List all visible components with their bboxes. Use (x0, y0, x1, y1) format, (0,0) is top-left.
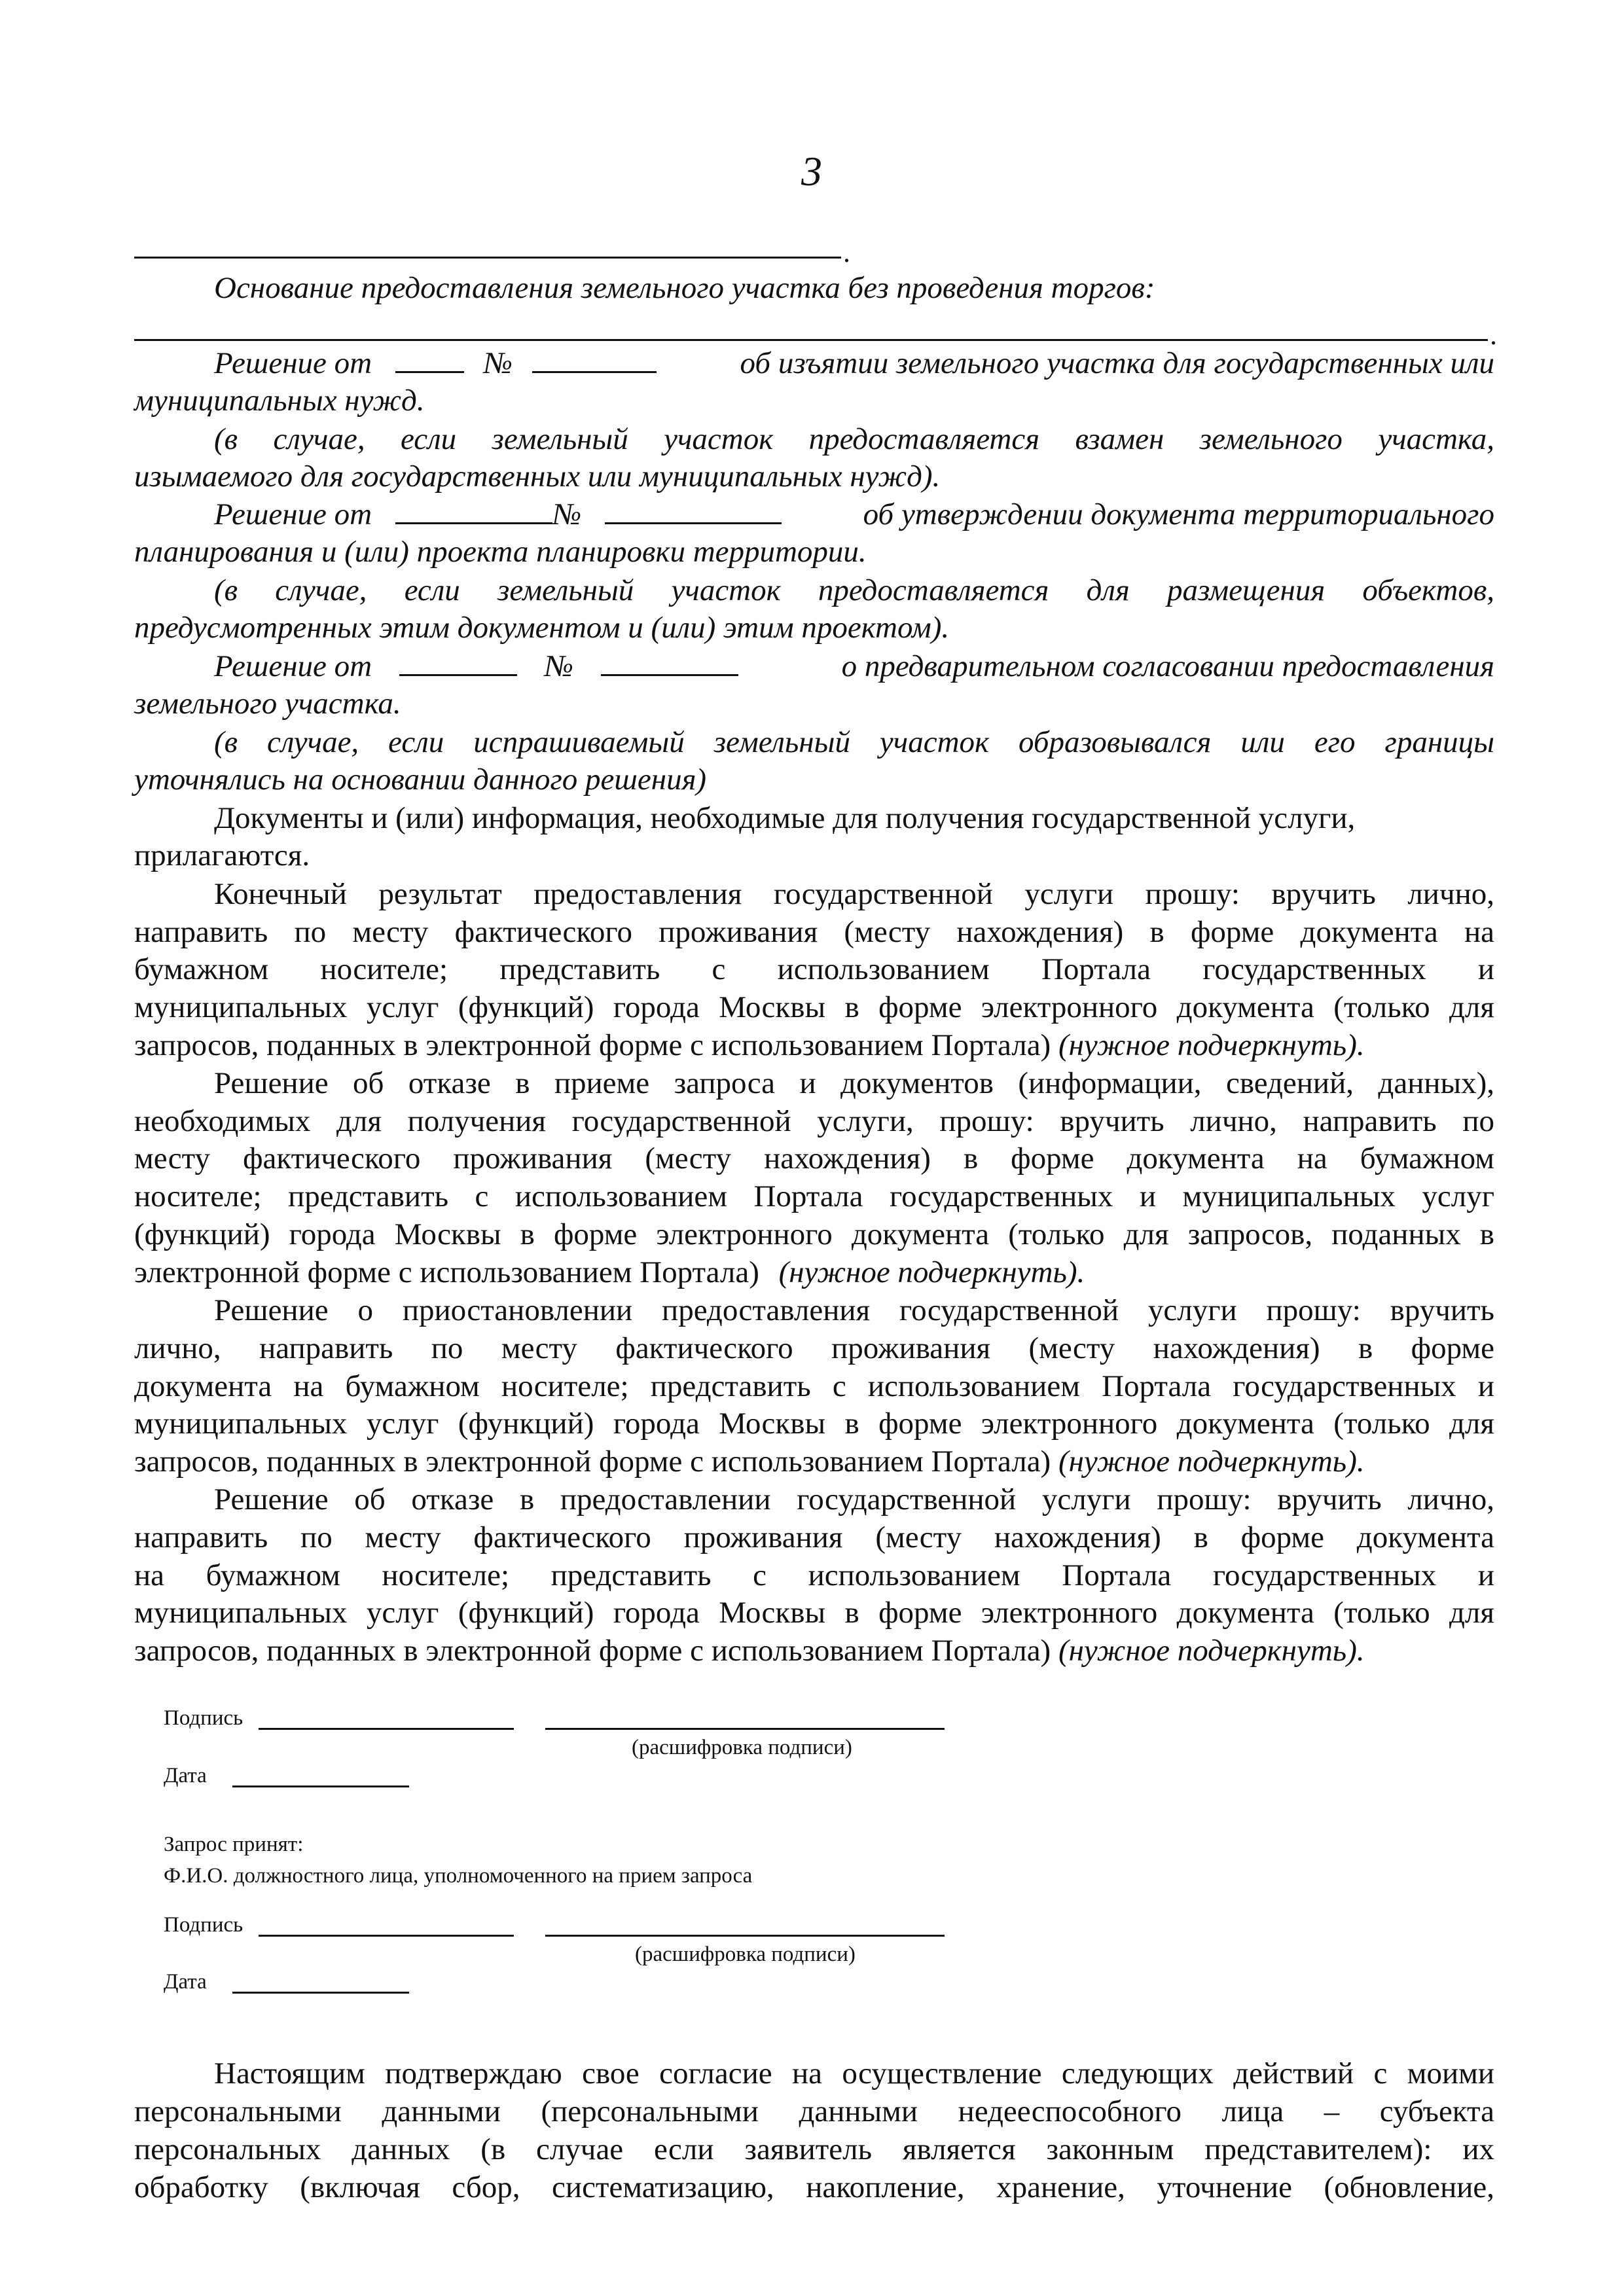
decision-1-date-field[interactable] (395, 345, 464, 373)
consent-line2: персональными данными (персональными данными недееспособного лица – субъекта (134, 2094, 1494, 2128)
date-label-2: Дата (164, 1970, 207, 1994)
suspension-line5 (134, 1443, 1494, 1480)
result-line5 (134, 1027, 1494, 1064)
suspension-line5-note: (нужное подчеркнуть). (1058, 1444, 1365, 1479)
date-field-2[interactable] (232, 1992, 409, 1994)
suspension-line2: лично, направить по месту фактического проживания (месту нахождения) в форме (134, 1331, 1494, 1365)
date-field-1[interactable] (232, 1785, 409, 1787)
signature-decoding-field-1[interactable] (545, 1728, 945, 1730)
consent-line4: обработку (включая сбор, систематизацию, накопление, хранение, уточнение (обновление, (134, 2170, 1494, 2204)
decision-1-line1 (214, 345, 1494, 382)
refusal-accept-line6-text: электронной форме с использованием Портала) (134, 1255, 759, 1289)
refusal-provide-line5 (134, 1632, 1494, 1670)
decision-3-date-field[interactable] (399, 648, 517, 676)
result-line2: направить по месту фактического проживания (месту нахождения) в форме документа на (134, 915, 1494, 949)
official-name-label: Ф.И.О. должностного лица, уполномоченного на прием запроса (164, 1864, 753, 1888)
basis-heading: Основание предоставления земельного участка без проведения торгов: (214, 271, 1155, 305)
decision-2-line2: планирования и (или) проекта планировки территории. (134, 535, 867, 569)
suspension-line4: муниципальных услуг (функций) города Москвы в форме электронного документа (только для (134, 1407, 1494, 1441)
decision-1-note-line2: изымаемого для государственных или муниципальных нужд). (134, 459, 941, 493)
decision-1-subject: об изъятии земельного участка для государственных или (740, 346, 1494, 380)
suspension-line5-text: запросов, поданных в электронной форме с использованием Портала) (134, 1444, 1051, 1479)
signature-decoding-label-2: (расшифровка подписи) (635, 1943, 856, 1966)
decision-1-note-line1: (в случае, если земельный участок предоставляется взамен земельного участка, (214, 422, 1494, 456)
page-number: 3 (801, 148, 822, 194)
decision-3-line1 (214, 648, 1494, 685)
decision-3-num-sign: № (544, 649, 573, 683)
decision-2-subject: об утверждении документа территориального (863, 497, 1494, 531)
result-line5-text: запросов, поданных в электронной форме с использованием Портала) (134, 1028, 1051, 1062)
decision-1-line2: муниципальных нужд. (134, 384, 425, 418)
basis-field[interactable] (134, 339, 1488, 341)
decision-2-line1 (214, 496, 1494, 533)
result-line4: муниципальных услуг (функций) города Москвы в форме электронного документа (только для (134, 990, 1494, 1024)
suspension-line3: документа на бумажном носителе; представить с использованием Портала государственных и (134, 1369, 1494, 1403)
period-mark: . (843, 236, 850, 268)
decision-3-note-line2: уточнялись на основании данного решения) (134, 762, 707, 797)
refusal-provide-line1: Решение об отказе в предоставлении государственной услуги прошу: вручить лично, (214, 1482, 1494, 1516)
documents-line2: прилагаются. (134, 838, 310, 872)
signature-decoding-label-1: (расшифровка подписи) (632, 1736, 852, 1759)
suspension-line1: Решение о приостановлении предоставления государственной услуги прошу: вручить (214, 1293, 1494, 1327)
refusal-accept-line4: носителе; представить с использованием Портала государственных и муниципальных услуг (134, 1179, 1494, 1213)
result-line1: Конечный результат предоставления государственной услуги прошу: вручить лично, (214, 877, 1494, 911)
period-mark: . (1490, 319, 1497, 351)
decision-2-date-field[interactable] (395, 496, 552, 524)
decision-2-note-line2: предусмотренных этим документом и (или) этим проектом). (134, 611, 950, 645)
decision-2-note-line1: (в случае, если земельный участок предоставляется для размещения объектов, (214, 573, 1494, 607)
decision-3-note-line1: (в случае, если испрашиваемый земельный участок образовывался или его границы (214, 725, 1494, 759)
decision-1-number-field[interactable] (532, 345, 657, 373)
refusal-provide-line5-note: (нужное подчеркнуть). (1058, 1634, 1365, 1668)
signature-field-2[interactable] (259, 1935, 514, 1937)
result-line5-note: (нужное подчеркнуть). (1058, 1028, 1365, 1062)
blank-field-top[interactable] (134, 257, 841, 259)
refusal-provide-line2: направить по месту фактического проживания (месту нахождения) в форме документа (134, 1520, 1494, 1554)
consent-line1: Настоящим подтверждаю свое согласие на осуществление следующих действий с моими (214, 2056, 1494, 2090)
signature-label-1: Подпись (164, 1706, 244, 1730)
consent-line3: персональных данных (в случае если заявитель является законным представителем): их (134, 2132, 1494, 2166)
decision-2-prefix: Решение от (214, 497, 372, 531)
decision-3-subject: о предварительном согласовании предоставления (841, 649, 1494, 683)
refusal-accept-line3: месту фактического проживания (месту нахождения) в форме документа на бумажном (134, 1141, 1494, 1175)
decision-3-number-field[interactable] (601, 648, 738, 676)
refusal-provide-line3: на бумажном носителе; представить с использованием Портала государственных и (134, 1558, 1494, 1592)
signature-field-1[interactable] (259, 1728, 514, 1730)
refusal-accept-line1: Решение об отказе в приеме запроса и документов (информации, сведений, данных), (214, 1066, 1494, 1100)
refusal-accept-line5: (функций) города Москвы в форме электронного документа (только для запросов, поданных в (134, 1217, 1494, 1251)
decision-1-prefix: Решение от (214, 346, 372, 380)
result-line3: бумажном носителе; представить с использованием Портала государственных и (134, 952, 1494, 986)
request-accepted-label: Запрос принят: (164, 1833, 304, 1856)
decision-1-num-sign: № (483, 346, 513, 380)
decision-3-line2: земельного участка. (134, 687, 401, 721)
refusal-accept-line2: необходимых для получения государственной услуги, прошу: вручить лично, направить по (134, 1104, 1494, 1138)
documents-line1: Документы и (или) информация, необходимые для получения государственной услуги, (214, 801, 1356, 835)
refusal-accept-line6 (134, 1254, 1494, 1291)
refusal-provide-line4: муниципальных услуг (функций) города Москвы в форме электронного документа (только для (134, 1596, 1494, 1630)
decision-3-prefix: Решение от (214, 649, 372, 683)
decision-2-number-field[interactable] (605, 496, 782, 524)
refusal-provide-line5-text: запросов, поданных в электронной форме с использованием Портала) (134, 1634, 1051, 1668)
decision-2-num-sign: № (552, 497, 582, 531)
refusal-accept-line6-note: (нужное подчеркнуть). (778, 1255, 1085, 1289)
signature-label-2: Подпись (164, 1913, 244, 1937)
signature-decoding-field-2[interactable] (545, 1935, 945, 1937)
date-label-1: Дата (164, 1764, 207, 1787)
